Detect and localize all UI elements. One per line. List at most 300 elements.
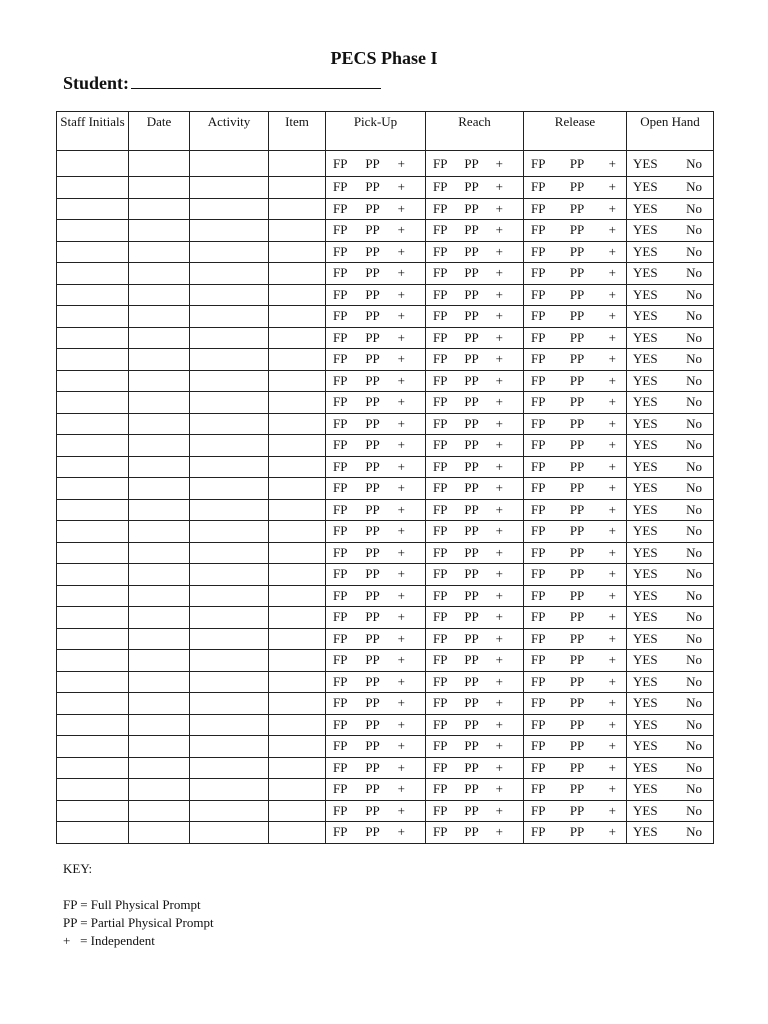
item-cell[interactable] xyxy=(269,413,326,435)
reach-option[interactable]: + xyxy=(495,437,503,453)
open-hand-option[interactable]: No xyxy=(686,458,702,474)
open-hand-option[interactable]: YES xyxy=(633,630,658,646)
reach-option[interactable]: PP xyxy=(464,308,479,324)
open-hand-option[interactable]: YES xyxy=(633,501,658,517)
pick-up-option[interactable]: PP xyxy=(365,351,380,367)
date-cell[interactable] xyxy=(129,650,190,672)
pick-up-option[interactable]: PP xyxy=(365,394,380,410)
date-cell[interactable] xyxy=(129,349,190,371)
release-option[interactable]: FP xyxy=(531,458,546,474)
date-cell[interactable] xyxy=(129,306,190,328)
staff-initials-cell[interactable] xyxy=(57,521,129,543)
activity-cell[interactable] xyxy=(190,456,269,478)
release-option[interactable]: + xyxy=(608,566,616,582)
activity-cell[interactable] xyxy=(190,220,269,242)
release-option[interactable]: + xyxy=(608,372,616,388)
release-option[interactable]: FP xyxy=(531,738,546,754)
pick-up-option[interactable]: PP xyxy=(365,200,380,216)
pick-up-option[interactable]: + xyxy=(397,630,405,646)
reach-option[interactable]: FP xyxy=(433,781,448,797)
reach-option[interactable]: FP xyxy=(433,652,448,668)
pick-up-option[interactable]: PP xyxy=(365,155,380,171)
open-hand-option[interactable]: YES xyxy=(633,179,658,195)
open-hand-option[interactable]: YES xyxy=(633,673,658,689)
pick-up-option[interactable]: FP xyxy=(333,200,348,216)
open-hand-option[interactable]: YES xyxy=(633,394,658,410)
pick-up-option[interactable]: FP xyxy=(333,716,348,732)
open-hand-option[interactable]: No xyxy=(686,243,702,259)
reach-option[interactable]: + xyxy=(495,480,503,496)
reach-option[interactable]: PP xyxy=(464,437,479,453)
activity-cell[interactable] xyxy=(190,714,269,736)
item-cell[interactable] xyxy=(269,392,326,414)
release-option[interactable]: + xyxy=(608,523,616,539)
staff-initials-cell[interactable] xyxy=(57,263,129,285)
release-option[interactable]: FP xyxy=(531,630,546,646)
open-hand-option[interactable]: No xyxy=(686,716,702,732)
release-option[interactable]: + xyxy=(608,716,616,732)
open-hand-option[interactable]: No xyxy=(686,394,702,410)
reach-option[interactable]: PP xyxy=(464,179,479,195)
staff-initials-cell[interactable] xyxy=(57,220,129,242)
release-option[interactable]: + xyxy=(608,265,616,281)
open-hand-option[interactable]: YES xyxy=(633,759,658,775)
release-option[interactable]: FP xyxy=(531,243,546,259)
staff-initials-cell[interactable] xyxy=(57,370,129,392)
pick-up-option[interactable]: PP xyxy=(365,716,380,732)
reach-option[interactable]: + xyxy=(495,394,503,410)
open-hand-option[interactable]: No xyxy=(686,630,702,646)
reach-option[interactable]: + xyxy=(495,759,503,775)
pick-up-option[interactable]: FP xyxy=(333,372,348,388)
reach-option[interactable]: PP xyxy=(464,587,479,603)
staff-initials-cell[interactable] xyxy=(57,241,129,263)
release-option[interactable]: PP xyxy=(569,523,585,539)
pick-up-option[interactable]: PP xyxy=(365,286,380,302)
staff-initials-cell[interactable] xyxy=(57,800,129,822)
reach-option[interactable]: + xyxy=(495,308,503,324)
date-cell[interactable] xyxy=(129,585,190,607)
reach-option[interactable]: + xyxy=(495,179,503,195)
reach-option[interactable]: PP xyxy=(464,329,479,345)
staff-initials-cell[interactable] xyxy=(57,456,129,478)
reach-option[interactable]: FP xyxy=(433,544,448,560)
reach-option[interactable]: + xyxy=(495,695,503,711)
reach-option[interactable]: + xyxy=(495,630,503,646)
reach-option[interactable]: PP xyxy=(464,372,479,388)
open-hand-option[interactable]: No xyxy=(686,652,702,668)
reach-option[interactable]: PP xyxy=(464,566,479,582)
release-option[interactable]: PP xyxy=(569,458,585,474)
release-option[interactable]: PP xyxy=(569,652,585,668)
open-hand-option[interactable]: YES xyxy=(633,222,658,238)
pick-up-option[interactable]: FP xyxy=(333,652,348,668)
pick-up-option[interactable]: PP xyxy=(365,802,380,818)
open-hand-option[interactable]: YES xyxy=(633,781,658,797)
staff-initials-cell[interactable] xyxy=(57,542,129,564)
open-hand-option[interactable]: YES xyxy=(633,243,658,259)
pick-up-option[interactable]: + xyxy=(397,824,405,840)
release-option[interactable]: FP xyxy=(531,523,546,539)
pick-up-option[interactable]: + xyxy=(397,544,405,560)
reach-option[interactable]: FP xyxy=(433,243,448,259)
staff-initials-cell[interactable] xyxy=(57,628,129,650)
item-cell[interactable] xyxy=(269,585,326,607)
pick-up-option[interactable]: + xyxy=(397,501,405,517)
reach-option[interactable]: + xyxy=(495,200,503,216)
release-option[interactable]: PP xyxy=(569,308,585,324)
release-option[interactable]: FP xyxy=(531,308,546,324)
release-option[interactable]: FP xyxy=(531,155,546,171)
date-cell[interactable] xyxy=(129,521,190,543)
reach-option[interactable]: PP xyxy=(464,716,479,732)
reach-option[interactable]: FP xyxy=(433,523,448,539)
reach-option[interactable]: PP xyxy=(464,759,479,775)
release-option[interactable]: + xyxy=(608,609,616,625)
item-cell[interactable] xyxy=(269,822,326,844)
pick-up-option[interactable]: FP xyxy=(333,155,348,171)
open-hand-option[interactable]: No xyxy=(686,286,702,302)
reach-option[interactable]: + xyxy=(495,501,503,517)
reach-option[interactable]: PP xyxy=(464,544,479,560)
release-option[interactable]: PP xyxy=(569,329,585,345)
pick-up-option[interactable]: + xyxy=(397,308,405,324)
release-option[interactable]: + xyxy=(608,437,616,453)
release-option[interactable]: FP xyxy=(531,351,546,367)
item-cell[interactable] xyxy=(269,693,326,715)
release-option[interactable]: FP xyxy=(531,759,546,775)
activity-cell[interactable] xyxy=(190,349,269,371)
reach-option[interactable]: + xyxy=(495,286,503,302)
release-option[interactable]: FP xyxy=(531,222,546,238)
pick-up-option[interactable]: + xyxy=(397,351,405,367)
open-hand-option[interactable]: YES xyxy=(633,587,658,603)
open-hand-option[interactable]: No xyxy=(686,673,702,689)
open-hand-option[interactable]: No xyxy=(686,200,702,216)
pick-up-option[interactable]: FP xyxy=(333,759,348,775)
release-option[interactable]: + xyxy=(608,286,616,302)
activity-cell[interactable] xyxy=(190,499,269,521)
item-cell[interactable] xyxy=(269,220,326,242)
reach-option[interactable]: FP xyxy=(433,609,448,625)
reach-option[interactable]: FP xyxy=(433,673,448,689)
reach-option[interactable]: FP xyxy=(433,179,448,195)
item-cell[interactable] xyxy=(269,714,326,736)
reach-option[interactable]: + xyxy=(495,155,503,171)
release-option[interactable]: + xyxy=(608,155,616,171)
pick-up-option[interactable]: FP xyxy=(333,243,348,259)
pick-up-option[interactable]: PP xyxy=(365,544,380,560)
pick-up-option[interactable]: FP xyxy=(333,222,348,238)
open-hand-option[interactable]: No xyxy=(686,544,702,560)
date-cell[interactable] xyxy=(129,499,190,521)
open-hand-option[interactable]: No xyxy=(686,329,702,345)
release-option[interactable]: + xyxy=(608,222,616,238)
item-cell[interactable] xyxy=(269,671,326,693)
reach-option[interactable]: PP xyxy=(464,200,479,216)
activity-cell[interactable] xyxy=(190,779,269,801)
release-option[interactable]: + xyxy=(608,587,616,603)
release-option[interactable]: PP xyxy=(569,222,585,238)
staff-initials-cell[interactable] xyxy=(57,607,129,629)
pick-up-option[interactable]: + xyxy=(397,155,405,171)
reach-option[interactable]: PP xyxy=(464,480,479,496)
pick-up-option[interactable]: PP xyxy=(365,480,380,496)
pick-up-option[interactable]: FP xyxy=(333,566,348,582)
activity-cell[interactable] xyxy=(190,521,269,543)
pick-up-option[interactable]: PP xyxy=(365,759,380,775)
release-option[interactable]: + xyxy=(608,501,616,517)
date-cell[interactable] xyxy=(129,456,190,478)
pick-up-option[interactable]: FP xyxy=(333,437,348,453)
reach-option[interactable]: FP xyxy=(433,415,448,431)
reach-option[interactable]: + xyxy=(495,738,503,754)
release-option[interactable]: FP xyxy=(531,609,546,625)
reach-option[interactable]: + xyxy=(495,351,503,367)
open-hand-option[interactable]: YES xyxy=(633,738,658,754)
item-cell[interactable] xyxy=(269,151,326,177)
reach-option[interactable]: PP xyxy=(464,738,479,754)
release-option[interactable]: PP xyxy=(569,200,585,216)
staff-initials-cell[interactable] xyxy=(57,177,129,199)
open-hand-option[interactable]: No xyxy=(686,437,702,453)
reach-option[interactable]: FP xyxy=(433,480,448,496)
release-option[interactable]: FP xyxy=(531,781,546,797)
staff-initials-cell[interactable] xyxy=(57,349,129,371)
release-option[interactable]: FP xyxy=(531,437,546,453)
activity-cell[interactable] xyxy=(190,607,269,629)
release-option[interactable]: + xyxy=(608,394,616,410)
open-hand-option[interactable]: YES xyxy=(633,652,658,668)
item-cell[interactable] xyxy=(269,327,326,349)
release-option[interactable]: + xyxy=(608,759,616,775)
date-cell[interactable] xyxy=(129,151,190,177)
release-option[interactable]: FP xyxy=(531,587,546,603)
open-hand-option[interactable]: No xyxy=(686,609,702,625)
date-cell[interactable] xyxy=(129,736,190,758)
item-cell[interactable] xyxy=(269,306,326,328)
reach-option[interactable]: + xyxy=(495,802,503,818)
open-hand-option[interactable]: No xyxy=(686,265,702,281)
item-cell[interactable] xyxy=(269,628,326,650)
activity-cell[interactable] xyxy=(190,306,269,328)
open-hand-option[interactable]: No xyxy=(686,308,702,324)
date-cell[interactable] xyxy=(129,714,190,736)
open-hand-option[interactable]: No xyxy=(686,351,702,367)
reach-option[interactable]: FP xyxy=(433,200,448,216)
reach-option[interactable]: + xyxy=(495,566,503,582)
open-hand-option[interactable]: No xyxy=(686,824,702,840)
pick-up-option[interactable]: + xyxy=(397,222,405,238)
date-cell[interactable] xyxy=(129,241,190,263)
staff-initials-cell[interactable] xyxy=(57,198,129,220)
reach-option[interactable]: PP xyxy=(464,415,479,431)
activity-cell[interactable] xyxy=(190,327,269,349)
item-cell[interactable] xyxy=(269,370,326,392)
staff-initials-cell[interactable] xyxy=(57,306,129,328)
reach-option[interactable]: FP xyxy=(433,802,448,818)
release-option[interactable]: + xyxy=(608,351,616,367)
pick-up-option[interactable]: + xyxy=(397,437,405,453)
release-option[interactable]: + xyxy=(608,738,616,754)
pick-up-option[interactable]: PP xyxy=(365,587,380,603)
reach-option[interactable]: FP xyxy=(433,372,448,388)
release-option[interactable]: + xyxy=(608,179,616,195)
release-option[interactable]: FP xyxy=(531,566,546,582)
release-option[interactable]: + xyxy=(608,781,616,797)
item-cell[interactable] xyxy=(269,284,326,306)
item-cell[interactable] xyxy=(269,564,326,586)
date-cell[interactable] xyxy=(129,263,190,285)
reach-option[interactable]: PP xyxy=(464,652,479,668)
reach-option[interactable]: FP xyxy=(433,286,448,302)
release-option[interactable]: + xyxy=(608,243,616,259)
release-option[interactable]: + xyxy=(608,652,616,668)
release-option[interactable]: PP xyxy=(569,501,585,517)
activity-cell[interactable] xyxy=(190,263,269,285)
pick-up-option[interactable]: PP xyxy=(365,501,380,517)
pick-up-option[interactable]: PP xyxy=(365,265,380,281)
open-hand-option[interactable]: YES xyxy=(633,155,658,171)
release-option[interactable]: PP xyxy=(569,372,585,388)
pick-up-option[interactable]: PP xyxy=(365,738,380,754)
date-cell[interactable] xyxy=(129,392,190,414)
pick-up-option[interactable]: PP xyxy=(365,566,380,582)
release-option[interactable]: PP xyxy=(569,351,585,367)
activity-cell[interactable] xyxy=(190,177,269,199)
reach-option[interactable]: PP xyxy=(464,630,479,646)
date-cell[interactable] xyxy=(129,220,190,242)
release-option[interactable]: FP xyxy=(531,544,546,560)
pick-up-option[interactable]: PP xyxy=(365,243,380,259)
staff-initials-cell[interactable] xyxy=(57,435,129,457)
reach-option[interactable]: PP xyxy=(464,802,479,818)
open-hand-option[interactable]: YES xyxy=(633,200,658,216)
open-hand-option[interactable]: YES xyxy=(633,480,658,496)
activity-cell[interactable] xyxy=(190,370,269,392)
item-cell[interactable] xyxy=(269,499,326,521)
release-option[interactable]: PP xyxy=(569,394,585,410)
pick-up-option[interactable]: + xyxy=(397,415,405,431)
open-hand-option[interactable]: No xyxy=(686,566,702,582)
pick-up-option[interactable]: + xyxy=(397,759,405,775)
activity-cell[interactable] xyxy=(190,284,269,306)
pick-up-option[interactable]: FP xyxy=(333,286,348,302)
reach-option[interactable]: + xyxy=(495,243,503,259)
student-name-line[interactable] xyxy=(131,72,381,89)
release-option[interactable]: PP xyxy=(569,759,585,775)
date-cell[interactable] xyxy=(129,370,190,392)
pick-up-option[interactable]: FP xyxy=(333,415,348,431)
reach-option[interactable]: + xyxy=(495,329,503,345)
reach-option[interactable]: FP xyxy=(433,458,448,474)
release-option[interactable]: FP xyxy=(531,179,546,195)
open-hand-option[interactable]: No xyxy=(686,222,702,238)
release-option[interactable]: + xyxy=(608,458,616,474)
reach-option[interactable]: FP xyxy=(433,222,448,238)
pick-up-option[interactable]: + xyxy=(397,523,405,539)
release-option[interactable]: + xyxy=(608,329,616,345)
reach-option[interactable]: FP xyxy=(433,759,448,775)
open-hand-option[interactable]: No xyxy=(686,155,702,171)
pick-up-option[interactable]: PP xyxy=(365,437,380,453)
pick-up-option[interactable]: PP xyxy=(365,179,380,195)
pick-up-option[interactable]: PP xyxy=(365,415,380,431)
item-cell[interactable] xyxy=(269,478,326,500)
reach-option[interactable]: FP xyxy=(433,587,448,603)
pick-up-option[interactable]: + xyxy=(397,179,405,195)
release-option[interactable]: PP xyxy=(569,673,585,689)
reach-option[interactable]: PP xyxy=(464,523,479,539)
open-hand-option[interactable]: No xyxy=(686,179,702,195)
pick-up-option[interactable]: PP xyxy=(365,222,380,238)
date-cell[interactable] xyxy=(129,542,190,564)
date-cell[interactable] xyxy=(129,284,190,306)
release-option[interactable]: FP xyxy=(531,652,546,668)
pick-up-option[interactable]: + xyxy=(397,200,405,216)
date-cell[interactable] xyxy=(129,413,190,435)
pick-up-option[interactable]: PP xyxy=(365,329,380,345)
open-hand-option[interactable]: YES xyxy=(633,415,658,431)
date-cell[interactable] xyxy=(129,822,190,844)
pick-up-option[interactable]: FP xyxy=(333,802,348,818)
staff-initials-cell[interactable] xyxy=(57,151,129,177)
item-cell[interactable] xyxy=(269,650,326,672)
pick-up-option[interactable]: + xyxy=(397,458,405,474)
pick-up-option[interactable]: PP xyxy=(365,630,380,646)
pick-up-option[interactable]: + xyxy=(397,802,405,818)
item-cell[interactable] xyxy=(269,800,326,822)
reach-option[interactable]: PP xyxy=(464,243,479,259)
staff-initials-cell[interactable] xyxy=(57,392,129,414)
pick-up-option[interactable]: + xyxy=(397,652,405,668)
release-option[interactable]: FP xyxy=(531,329,546,345)
activity-cell[interactable] xyxy=(190,650,269,672)
reach-option[interactable]: FP xyxy=(433,394,448,410)
pick-up-option[interactable]: + xyxy=(397,673,405,689)
release-option[interactable]: FP xyxy=(531,415,546,431)
reach-option[interactable]: + xyxy=(495,781,503,797)
reach-option[interactable]: PP xyxy=(464,609,479,625)
pick-up-option[interactable]: + xyxy=(397,781,405,797)
pick-up-option[interactable]: + xyxy=(397,695,405,711)
staff-initials-cell[interactable] xyxy=(57,585,129,607)
staff-initials-cell[interactable] xyxy=(57,671,129,693)
pick-up-option[interactable]: FP xyxy=(333,544,348,560)
reach-option[interactable]: + xyxy=(495,415,503,431)
release-option[interactable]: FP xyxy=(531,394,546,410)
open-hand-option[interactable]: YES xyxy=(633,437,658,453)
open-hand-option[interactable]: YES xyxy=(633,458,658,474)
pick-up-option[interactable]: FP xyxy=(333,265,348,281)
pick-up-option[interactable]: FP xyxy=(333,609,348,625)
open-hand-option[interactable]: YES xyxy=(633,716,658,732)
activity-cell[interactable] xyxy=(190,585,269,607)
release-option[interactable]: FP xyxy=(531,480,546,496)
reach-option[interactable]: + xyxy=(495,716,503,732)
open-hand-option[interactable]: No xyxy=(686,501,702,517)
pick-up-option[interactable]: PP xyxy=(365,523,380,539)
pick-up-option[interactable]: FP xyxy=(333,351,348,367)
item-cell[interactable] xyxy=(269,736,326,758)
staff-initials-cell[interactable] xyxy=(57,822,129,844)
reach-option[interactable]: FP xyxy=(433,566,448,582)
reach-option[interactable]: PP xyxy=(464,458,479,474)
item-cell[interactable] xyxy=(269,349,326,371)
open-hand-option[interactable]: No xyxy=(686,695,702,711)
item-cell[interactable] xyxy=(269,521,326,543)
open-hand-option[interactable]: YES xyxy=(633,329,658,345)
